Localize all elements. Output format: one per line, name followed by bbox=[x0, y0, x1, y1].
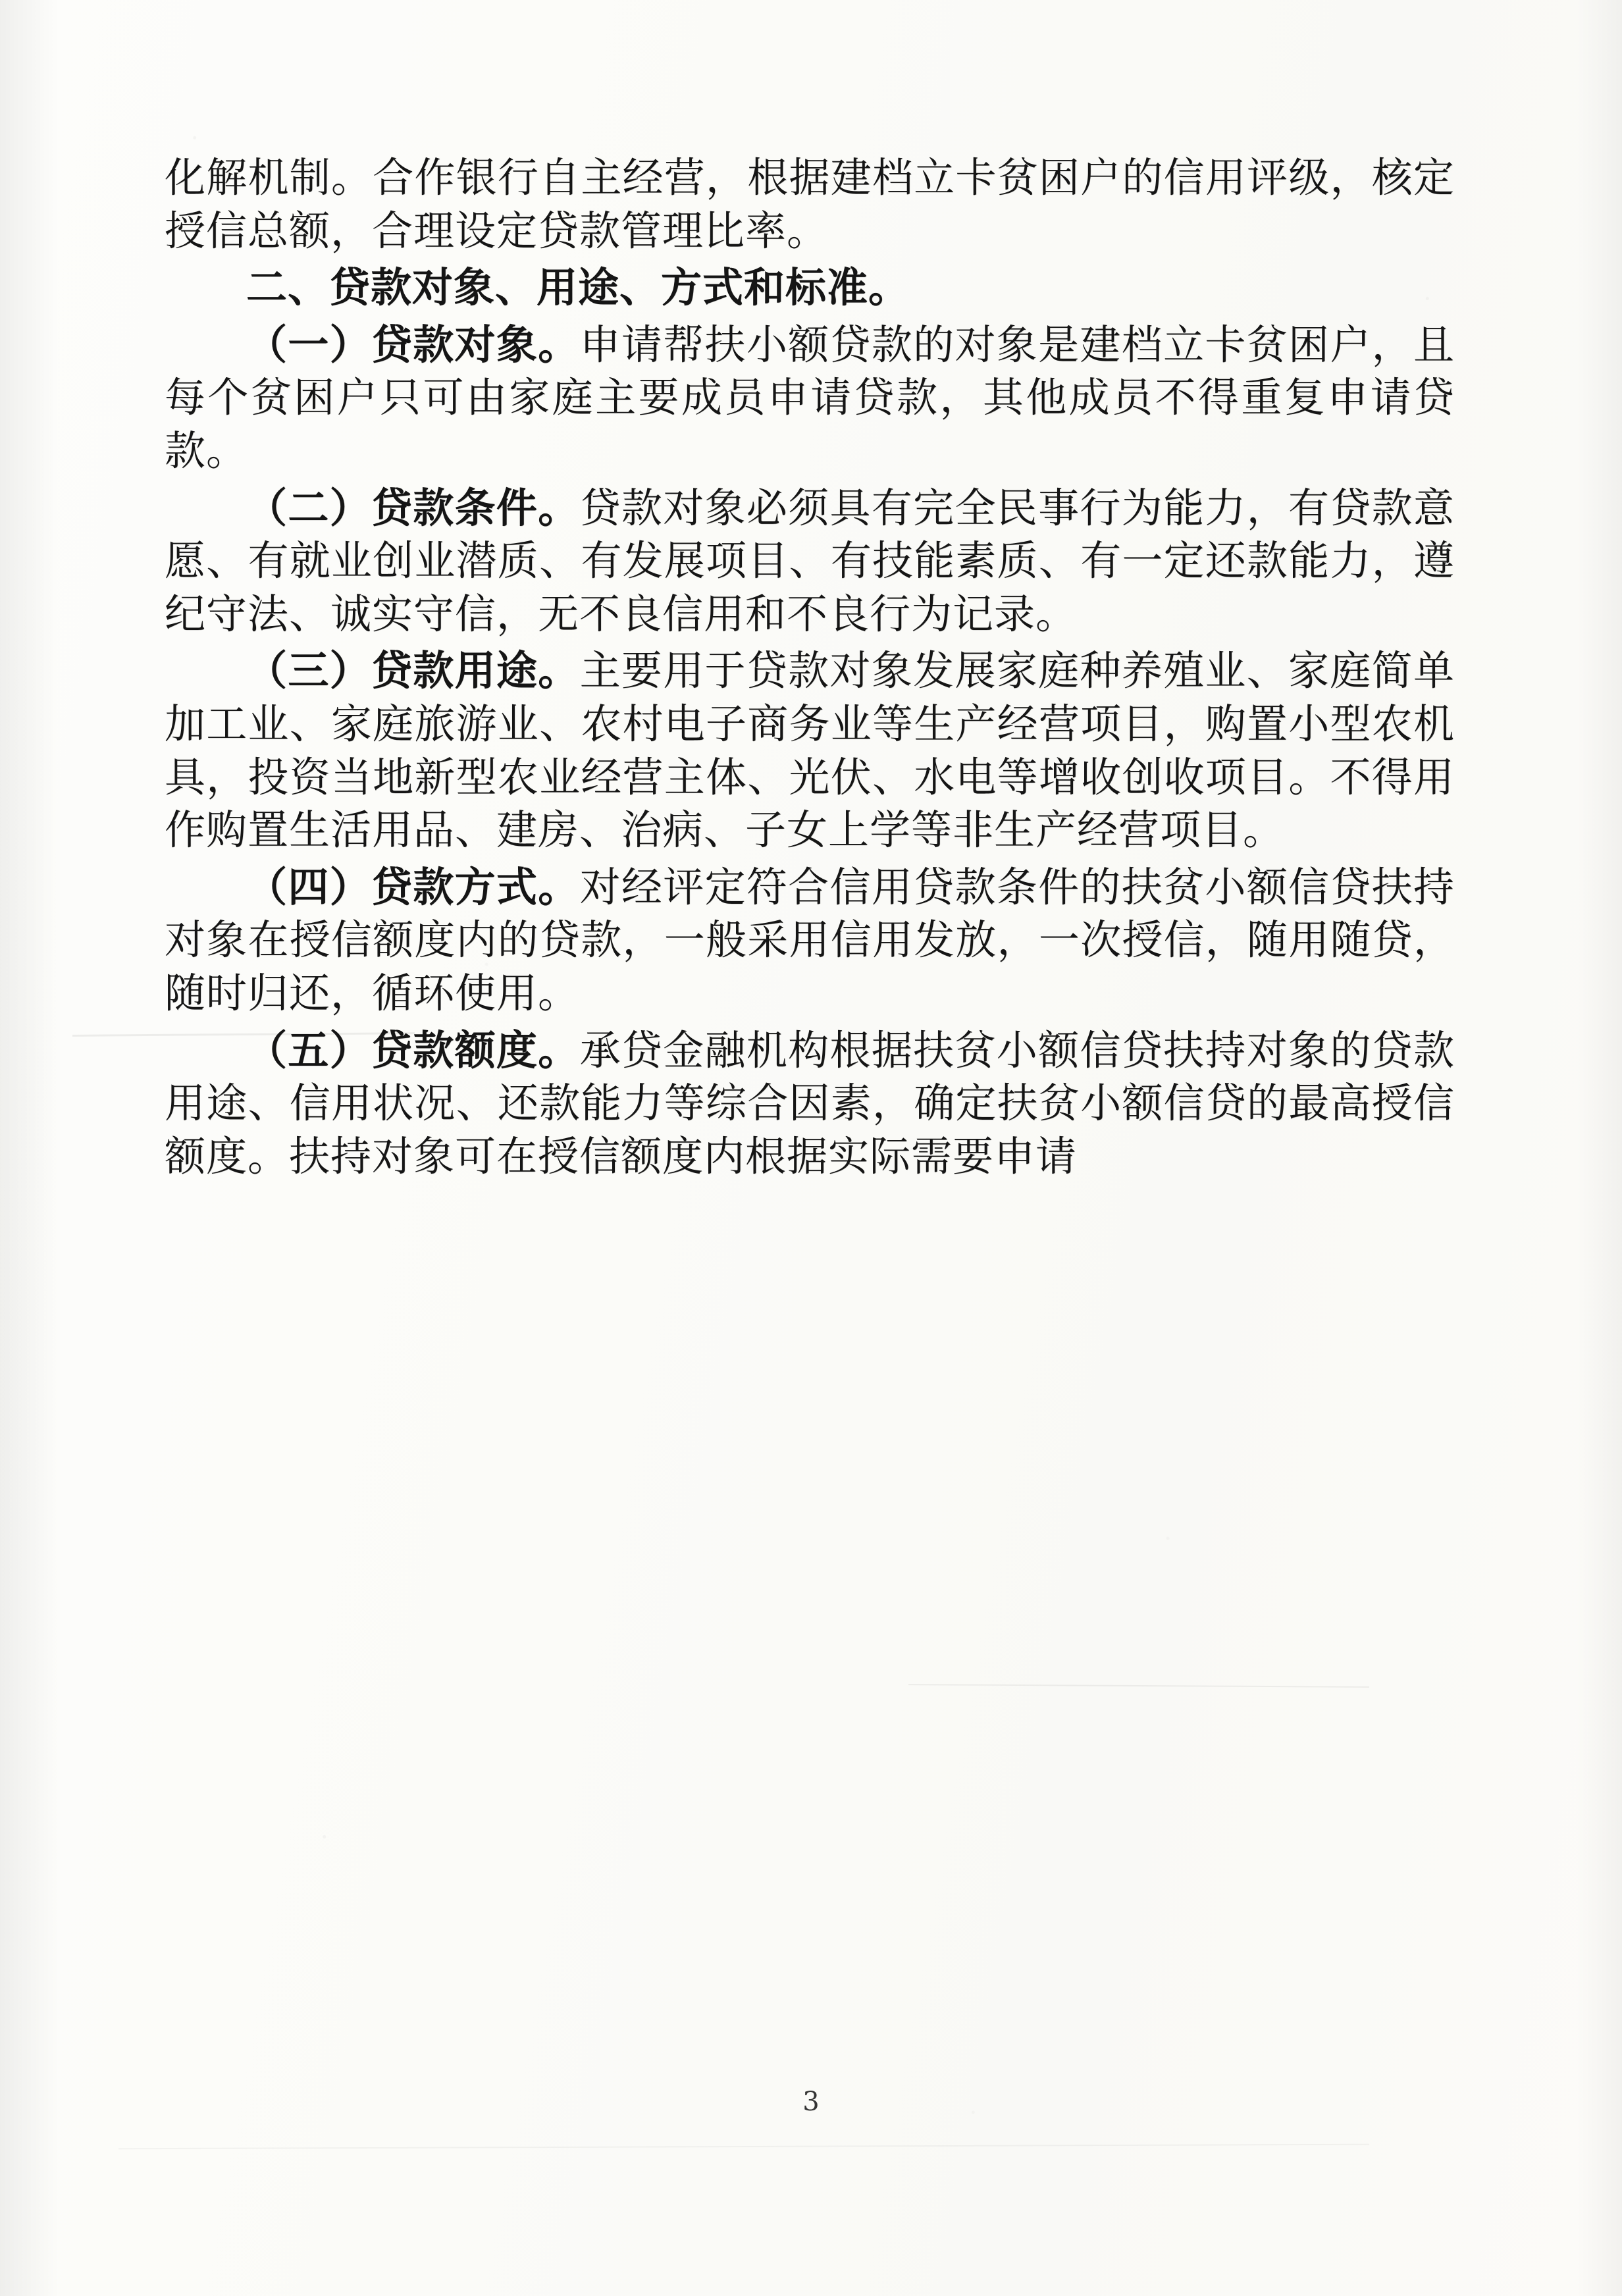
paragraph-lead-label: （二）贷款条件。 bbox=[246, 483, 580, 532]
paragraph-lead-label: （五）贷款额度。 bbox=[246, 1026, 580, 1074]
scan-artifact-streak bbox=[118, 2144, 1369, 2150]
scan-artifact-streak bbox=[908, 1684, 1369, 1688]
paragraph-loan-method bbox=[165, 861, 1455, 1020]
section-heading: 二、贷款对象、用途、方式和标准。 bbox=[246, 263, 910, 312]
paragraph-text: 承贷金融机构根据扶贫小额信贷扶持对象的贷款用途、信用状况、还款能力等综合因素，确定扶贫小额信贷的最高授信额度。扶持对象可在授信额度内根据实际需要申请 bbox=[165, 1026, 1455, 1180]
page-number: 3 bbox=[802, 2087, 820, 2117]
paragraph-lead-label: （一）贷款对象。 bbox=[246, 320, 580, 369]
paragraph-continuation: 化解机制。合作银行自主经营，根据建档立卡贫困户的信用评级，核定授信总额，合理设定贷款管理比率。 bbox=[165, 153, 1455, 255]
paragraph-text: 贷款对象必须具有完全民事行为能力，有贷款意愿、有就业创业潜质、有发展项目、有技能素质、有一定还款能力，遵纪守法、诚实守信，无不良信用和不良行为记录。 bbox=[165, 483, 1455, 638]
paragraph-lead-label: （三）贷款用途。 bbox=[246, 646, 580, 695]
paragraph-loan-target bbox=[165, 319, 1455, 478]
paragraph-lead-label: （四）贷款方式。 bbox=[246, 862, 580, 911]
paragraph-text: 主要用于贷款对象发展家庭种养殖业、家庭简单加工业、家庭旅游业、农村电子商务业等生产经营项目，购置小型农机具，投资当地新型农业经营主体、光伏、水电等增收创收项目。不得用作购置生活用品、建房、治病、子女上学等非生产经营项目。 bbox=[165, 646, 1455, 854]
paragraph-loan-usage bbox=[165, 644, 1455, 856]
paragraph-loan-conditions bbox=[165, 482, 1455, 641]
paragraph-text: 对经评定符合信用贷款条件的扶贫小额信贷扶持对象在授信额度内的贷款，一般采用信用发放，一次授信，随用随贷，随时归还，循环使用。 bbox=[165, 862, 1455, 1017]
paragraph-loan-amount bbox=[165, 1024, 1455, 1184]
document-body bbox=[165, 151, 1455, 1187]
paragraph-text: 申请帮扶小额贷款的对象是建档立卡贫困户，且每个贫困户只可由家庭主要成员申请贷款，其他成员不得重复申请贷款。 bbox=[165, 320, 1455, 475]
